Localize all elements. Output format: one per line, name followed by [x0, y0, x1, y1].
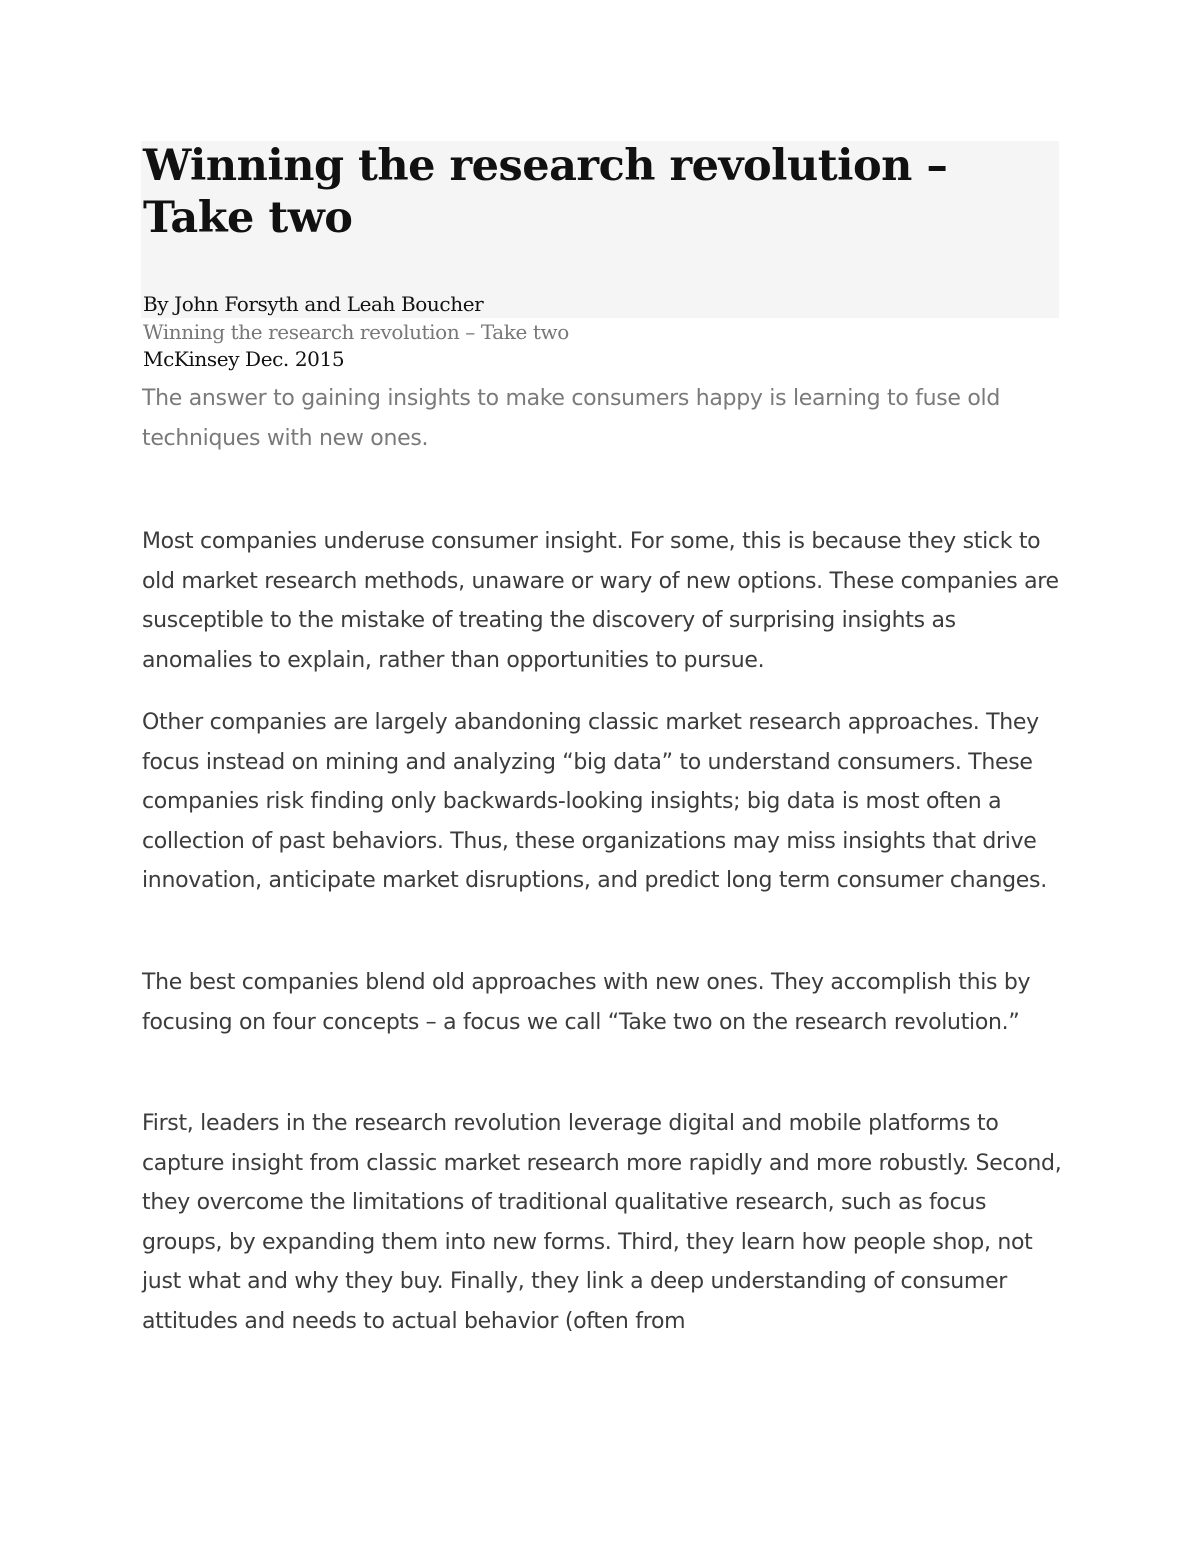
article-dek: The answer to gaining insights to make consumers happy is learning to fuse old techniques with new ones.	[142, 386, 1000, 451]
article-byline: By John Forsyth and Leah Boucher	[143, 292, 484, 316]
body-paragraph-1: Most companies underuse consumer insight. For some, this is because they stick to old market research methods, unaware or wary of new options. These companies are susceptible to the mistake of treating the discovery of surprising insights as anomalies to explain, rather than opportunities to pursue.	[142, 529, 1059, 673]
article-subtitle: Winning the research revolution – Take two	[143, 320, 569, 344]
body-paragraph-3: The best companies blend old approaches with new ones. They accomplish this by focusing on four concepts – a focus we call “Take two on the research revolution.”	[142, 970, 1031, 1035]
article-title: Winning the research revolution – Take two	[143, 141, 948, 243]
body-paragraph-2: Other companies are largely abandoning classic market research approaches. They focus instead on mining and analyzing “big data” to understand consumers. These companies risk finding only backwards-looking insights; big data is most often a collection of past behaviors. Thus, these organizations may miss insights that drive innovation, anticipate market disruptions, and predict long term consumer changes.	[142, 710, 1047, 893]
body-paragraph-4: First, leaders in the research revolution leverage digital and mobile platforms to capture insight from classic market research more rapidly and more robustly. Second, they overcome the limitations of traditional qualitative research, such as focus groups, by expanding them into new forms. Third, they learn how people shop, not just what and why they buy. Finally, they link a deep understanding of consumer attitudes and needs to actual behavior (often from	[142, 1111, 1062, 1334]
article-source: McKinsey Dec. 2015	[143, 347, 345, 371]
